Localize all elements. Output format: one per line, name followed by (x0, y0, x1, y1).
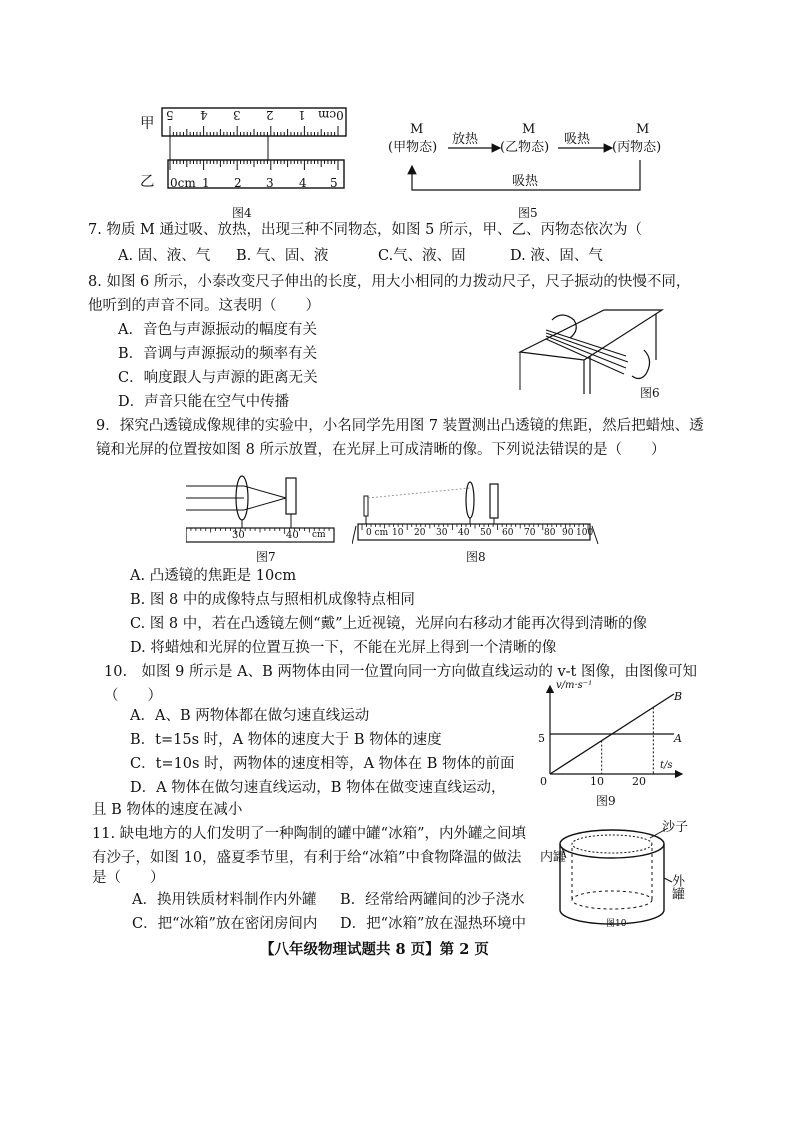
figure-9-vt-chart (528, 680, 688, 790)
fig9-caption: 图9 (596, 794, 616, 808)
fig10-label-inner: 内罐 (540, 850, 567, 865)
fig8-tick-0cm: 0 cm (366, 528, 389, 538)
fig10-label-outer: 外罐 (669, 874, 684, 900)
fig5-state-yi: (乙物态) (500, 140, 550, 155)
q10-option-d: D．A 物体在做匀速直线运动，B 物体在做变速直线运动， (130, 780, 506, 796)
q11-option-c: C．把“冰箱”放在密闭房间内 (132, 916, 318, 932)
fig4-row-label-yi: 乙 (140, 174, 155, 190)
q8-stem-line1: 8. 如图 6 所示，小泰改变尺子伸出的长度，用大小相同的力拨动尺子，尺子振动的快慢不同， (88, 274, 691, 290)
fig4-bottom-tick-4: 4 (299, 176, 307, 190)
fig8-tick-40: 40 (458, 528, 470, 538)
fig8-tick-100: 100 (576, 528, 594, 538)
fig10-label-sand: 沙子 (662, 820, 689, 835)
q10-option-d-cont: 且 B 物体的速度在减小 (92, 802, 243, 818)
fig5-state-bing: (丙物态) (612, 140, 662, 155)
figure-5-state-diagram (388, 118, 668, 198)
fig8-tick-90: 90 (562, 528, 574, 538)
fig8-drawing (352, 470, 602, 550)
q11-stem-line1: 11. 缺电地方的人们发明了一种陶制的罐中罐“冰箱”，内外罐之间填 (92, 826, 526, 842)
fig4-bottom-tick-1: 1 (202, 176, 210, 190)
q11-option-b: B．经常给两罐间的沙子浇水 (340, 892, 525, 908)
fig4-top-tick-4: 4 (200, 108, 208, 122)
fig5-caption: 图5 (518, 206, 538, 220)
fig4-top-tick-1: 1 (298, 108, 306, 122)
fig8-tick-10: 10 (392, 528, 404, 538)
q10-stem-line2: （ ） (104, 688, 162, 704)
fig9-x-tick-20: 20 (632, 775, 646, 788)
figure-10-pot-in-pot (540, 818, 710, 930)
fig4-top-tick-3: 3 (233, 108, 241, 122)
fig9-chart-svg (528, 680, 688, 790)
fig6-caption: 图6 (640, 386, 660, 400)
q11-stem-line2: 有沙子，如图 10，盛夏季节里，有利于给“冰箱”中食物降温的做法 (92, 850, 522, 866)
fig8-tick-80: 80 (544, 528, 556, 538)
fig4-bottom-tick-2: 2 (234, 176, 242, 190)
fig9-series-b-label: B (674, 690, 683, 703)
q9-option-c: C. 图 8 中，若在凸透镜左侧“戴”上近视镜，光屏向右移动才能再次得到清晰的像 (130, 616, 648, 632)
fig10-caption: 图10 (606, 919, 627, 929)
figure-4-rulers (140, 104, 350, 216)
fig4-bottom-tick-5: 5 (330, 176, 338, 190)
fig7-tick-cm: cm (312, 530, 326, 540)
q9-stem-line2: 镜和光屏的位置按如图 8 所示放置，在光屏上可成清晰的像。下列说法错误的是（ ） (96, 442, 666, 458)
q7-option-a: A. 固、液、气 (118, 248, 211, 264)
q11-option-a: A．换用铁质材料制作内外罐 (132, 892, 317, 908)
fig9-x-tick-0: 0 (540, 775, 547, 788)
q9-option-d: D. 将蜡烛和光屏的位置互换一下，不能在光屏上得到一个清晰的像 (130, 640, 557, 656)
q7-option-c: C.气、液、固 (378, 248, 466, 264)
q10-stem-line1: 10. 如图 9 所示是 A、B 两物体由同一位置向同一方向做直线运动的 v-t 图像，由图像可知 (104, 664, 697, 680)
q7-option-d: D. 液、固、气 (510, 248, 603, 264)
fig7-tick-30: 30 (232, 530, 245, 541)
fig9-series-a-label: A (674, 732, 682, 745)
figure-7-focal-length (186, 466, 336, 550)
fig6-drawing (516, 300, 666, 396)
fig8-tick-30: 30 (436, 528, 448, 538)
q9-option-a: A. 凸透镜的焦距是 10cm (130, 568, 297, 584)
q9-option-b: B. 图 8 中的成像特点与照相机成像特点相同 (130, 592, 415, 608)
q8-stem-line2: 他听到的声音不同。这表明（ ） (88, 298, 320, 314)
fig8-tick-50: 50 (480, 528, 492, 538)
q8-option-b: B．音调与声源振动的频率有关 (118, 346, 318, 362)
fig4-top-tick-0cm: 0cm (318, 108, 344, 122)
fig5-state-bing-m: M (636, 122, 650, 137)
q8-option-a: A．音色与声源振动的幅度有关 (118, 322, 317, 338)
fig7-caption: 图7 (256, 550, 276, 564)
q10-option-a: A．A、B 两物体都在做匀速直线运动 (130, 708, 370, 724)
fig8-tick-70: 70 (524, 528, 536, 538)
fig4-bottom-tick-0cm: 0cm (170, 176, 196, 190)
q11-stem-line3: 是（ ） (92, 870, 165, 886)
q10-option-b: B．t=15s 时，A 物体的速度大于 B 物体的速度 (130, 732, 442, 748)
page-footer: 【八年级物理试题共 8 页】第 2 页 (260, 941, 489, 958)
fig5-state-yi-m: M (522, 122, 536, 137)
fig4-bottom-tick-3: 3 (266, 176, 274, 190)
q7-stem: 7. 物质 M 通过吸、放热，出现三种不同物态，如图 5 所示，甲、乙、丙物态依次为（ (88, 222, 642, 238)
fig5-arrow2-label: 吸热 (564, 132, 591, 147)
fig8-caption: 图8 (466, 550, 486, 564)
q11-option-d: D．把“冰箱”放在湿热环境中 (340, 916, 526, 932)
fig9-y-label: v/m·s⁻¹ (556, 680, 593, 691)
fig5-arrow-back-label: 吸热 (512, 174, 539, 189)
q8-option-c: C．响度跟人与声源的距离无关 (118, 370, 318, 386)
q9-stem-line1: 9．探究凸透镜成像规律的实验中，小名同学先用图 7 装置测出凸透镜的焦距，然后把蜡烛、透 (96, 418, 704, 434)
q10-option-c: C．t=10s 时，两物体的速度相等，A 物体在 B 物体的前面 (130, 756, 515, 772)
fig9-y-tick-5: 5 (538, 732, 545, 745)
fig5-arrow1-label: 放热 (452, 132, 479, 147)
fig7-tick-40: 40 (286, 530, 299, 541)
q8-option-d: D．声音只能在空气中传播 (118, 394, 290, 410)
fig8-tick-20: 20 (414, 528, 426, 538)
fig4-caption: 图4 (232, 206, 252, 220)
fig9-x-label: t/s (660, 760, 673, 771)
q7-option-b: B. 气、固、液 (236, 248, 329, 264)
fig5-state-jia-m: M (410, 122, 424, 137)
fig9-x-tick-10: 10 (590, 775, 604, 788)
fig5-state-jia: (甲物态) (388, 140, 438, 155)
fig4-top-tick-2: 2 (266, 108, 274, 122)
figure-6-ruler-on-table (516, 300, 666, 396)
fig8-tick-60: 60 (502, 528, 514, 538)
fig4-top-tick-5: 5 (166, 108, 174, 122)
figure-8-optical-bench (352, 470, 602, 550)
fig4-row-label-jia: 甲 (140, 116, 155, 132)
